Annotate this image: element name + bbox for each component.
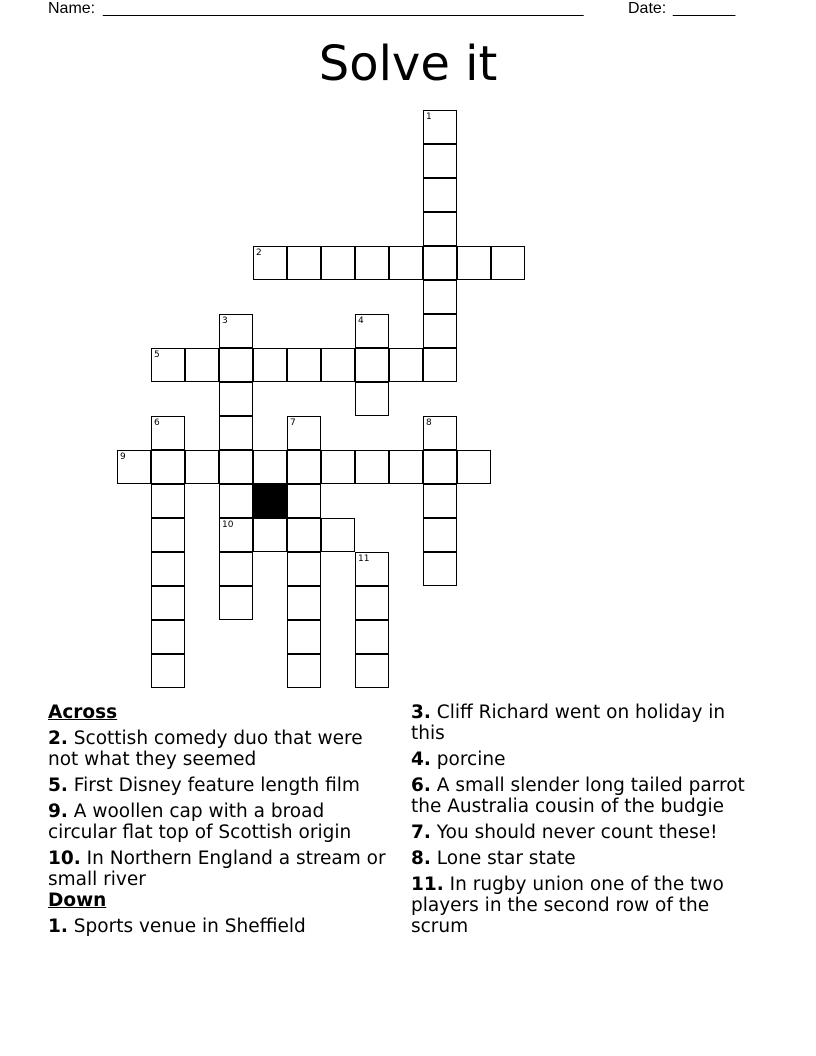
grid-cell[interactable]	[287, 450, 321, 484]
clue-number: 7.	[411, 822, 431, 843]
grid-cell[interactable]	[423, 450, 457, 484]
grid-cell[interactable]	[287, 246, 321, 280]
clue-across-5	[48, 775, 393, 796]
clue-number: 10.	[48, 848, 81, 869]
grid-cell[interactable]	[219, 416, 253, 450]
clue-text: You should never count these!	[436, 822, 718, 843]
clue-down-6	[411, 775, 756, 817]
date-blank-line: _______	[673, 0, 736, 17]
name-label: Name:	[48, 0, 96, 17]
clue-down-3	[411, 702, 756, 744]
clue-text: Cliff Richard went on holiday in this	[411, 702, 726, 744]
grid-cell[interactable]	[151, 416, 185, 450]
clue-number: 5.	[48, 775, 68, 796]
grid-cell[interactable]	[321, 246, 355, 280]
clues-column-left	[48, 702, 393, 942]
clue-text: In rugby union one of the two players in the second row of the scrum	[411, 874, 724, 937]
grid-cell[interactable]	[117, 450, 151, 484]
clue-number: 9.	[48, 801, 68, 822]
grid-cell[interactable]	[219, 552, 253, 586]
clue-text: Sports venue in Sheffield	[73, 916, 306, 937]
grid-cell[interactable]	[355, 348, 389, 382]
clue-text: Lone star state	[436, 848, 576, 869]
grid-cell[interactable]	[151, 518, 185, 552]
grid-cell[interactable]	[151, 484, 185, 518]
grid-cell[interactable]	[151, 654, 185, 688]
grid-cell[interactable]	[389, 348, 423, 382]
grid-cell[interactable]	[491, 246, 525, 280]
clue-down-8	[411, 848, 756, 869]
grid-cell[interactable]	[219, 484, 253, 518]
grid-black-square	[253, 484, 287, 518]
clue-across-9	[48, 801, 393, 843]
across-heading: Across	[48, 702, 118, 723]
grid-cell[interactable]	[287, 348, 321, 382]
grid-cell[interactable]	[423, 416, 457, 450]
grid-cell[interactable]	[423, 348, 457, 382]
grid-cell[interactable]	[423, 552, 457, 586]
grid-cell[interactable]	[253, 450, 287, 484]
cell-number: 5	[154, 350, 160, 360]
grid-cell[interactable]	[151, 620, 185, 654]
grid-cell[interactable]	[287, 586, 321, 620]
grid-cell[interactable]	[219, 518, 253, 552]
grid-cell[interactable]	[151, 450, 185, 484]
clues-column-right	[411, 702, 756, 942]
cell-number: 2	[256, 248, 262, 258]
clue-text: A small slender long tailed parrot the Australia cousin of the budgie	[411, 775, 745, 817]
grid-cell[interactable]	[151, 552, 185, 586]
clue-down-4	[411, 749, 756, 770]
cell-number: 4	[358, 316, 364, 326]
clue-down-11	[411, 874, 756, 937]
cell-number: 11	[358, 554, 370, 564]
grid-cell[interactable]	[151, 348, 185, 382]
grid-cell[interactable]	[287, 484, 321, 518]
grid-cell[interactable]	[355, 552, 389, 586]
grid-cell[interactable]	[355, 586, 389, 620]
clue-across-10	[48, 848, 393, 890]
grid-cell[interactable]	[253, 518, 287, 552]
grid-cell[interactable]	[185, 348, 219, 382]
grid-cell[interactable]	[389, 450, 423, 484]
grid-cell[interactable]	[423, 246, 457, 280]
grid-cell[interactable]	[219, 450, 253, 484]
clue-down-7	[411, 822, 756, 843]
grid-cell[interactable]	[423, 518, 457, 552]
grid-cell[interactable]	[287, 620, 321, 654]
grid-cell[interactable]	[423, 144, 457, 178]
grid-cell[interactable]	[287, 518, 321, 552]
page-title: Solve it	[318, 36, 498, 92]
grid-cell[interactable]	[287, 416, 321, 450]
grid-cell[interactable]	[219, 314, 253, 348]
grid-cell[interactable]	[355, 450, 389, 484]
down-heading: Down	[48, 890, 107, 911]
grid-cell[interactable]	[185, 450, 219, 484]
clue-down-1	[48, 916, 393, 937]
grid-cell[interactable]	[423, 280, 457, 314]
clue-number: 3.	[411, 702, 431, 723]
clue-text: In Northern England a stream or small river	[48, 848, 386, 890]
clue-number: 6.	[411, 775, 431, 796]
grid-cell[interactable]	[321, 450, 355, 484]
grid-cell[interactable]	[287, 654, 321, 688]
grid-cell[interactable]	[355, 382, 389, 416]
grid-cell[interactable]	[457, 450, 491, 484]
grid-cell[interactable]	[219, 348, 253, 382]
cell-number: 8	[426, 418, 432, 428]
grid-cell[interactable]	[253, 348, 287, 382]
grid-cell[interactable]	[423, 178, 457, 212]
clue-text: A woollen cap with a broad circular flat top of Scottish origin	[48, 801, 352, 843]
cell-number: 10	[222, 520, 234, 530]
grid-cell[interactable]	[389, 246, 423, 280]
cell-number: 7	[290, 418, 296, 428]
grid-cell[interactable]	[321, 348, 355, 382]
cell-number: 1	[426, 112, 432, 122]
grid-cell[interactable]	[355, 246, 389, 280]
clue-number: 2.	[48, 728, 68, 749]
clue-across-2	[48, 728, 393, 770]
clue-text: porcine	[436, 749, 506, 770]
grid-cell[interactable]	[219, 382, 253, 416]
grid-cell[interactable]	[355, 620, 389, 654]
grid-cell[interactable]	[355, 654, 389, 688]
clue-number: 4.	[411, 749, 431, 770]
grid-cell[interactable]	[151, 586, 185, 620]
cell-number: 3	[222, 316, 228, 326]
grid-cell[interactable]	[423, 212, 457, 246]
clue-number: 11.	[411, 874, 444, 895]
clue-text: Scottish comedy duo that were not what they seemed	[48, 728, 363, 770]
cell-number: 9	[120, 452, 126, 462]
clue-number: 8.	[411, 848, 431, 869]
grid-cell[interactable]	[423, 314, 457, 348]
grid-cell[interactable]	[321, 518, 355, 552]
cell-number: 6	[154, 418, 160, 428]
name-blank-line: ______________________________________________________	[103, 0, 584, 17]
grid-cell[interactable]	[423, 484, 457, 518]
clue-number: 1.	[48, 916, 68, 937]
clue-text: First Disney feature length film	[73, 775, 360, 796]
grid-cell[interactable]	[355, 314, 389, 348]
grid-cell[interactable]	[253, 246, 287, 280]
date-label: Date:	[628, 0, 667, 17]
grid-cell[interactable]	[219, 586, 253, 620]
grid-cell[interactable]	[457, 246, 491, 280]
grid-cell[interactable]	[287, 552, 321, 586]
grid-cell[interactable]	[423, 110, 457, 144]
